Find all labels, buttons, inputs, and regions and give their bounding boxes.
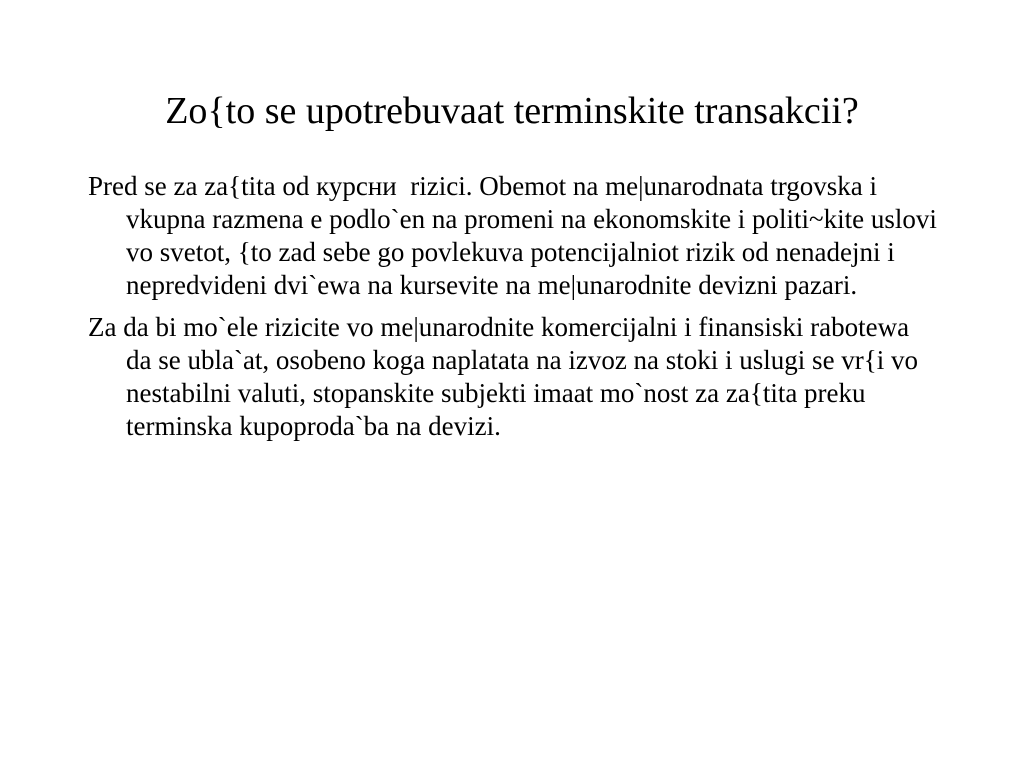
paragraph-forward-trading: Za da bi mo`ele rizicite vo me|unarodnite komercijalni i finansiski rabotewa da se ubla`at, osobeno koga naplatata na izvoz na stoki i uslugi se vr{i vo nestabilni valuti, stopanskite subjekti imaat mo`nost za za{tita preku terminska kupoproda`ba na devizi. [88,312,925,441]
slide-title: Zo{to se upotrebuvaat terminskite transakcii? [165,90,859,132]
paragraph-risk-protection: Pred se za za{tita od курсни rizici. Obemot na me|unarodnata trgovska i vkupna razmena e podlo`en na promeni na ekonomskite i politi~kite uslovi vo svetot, {to zad sebe go povlekuva potencijalniot rizik od nenadejni i nepredvideni dvi`ewa na kursevite na me|unarodnite devizni pazari. [88,171,944,300]
slide-body [88,170,944,452]
